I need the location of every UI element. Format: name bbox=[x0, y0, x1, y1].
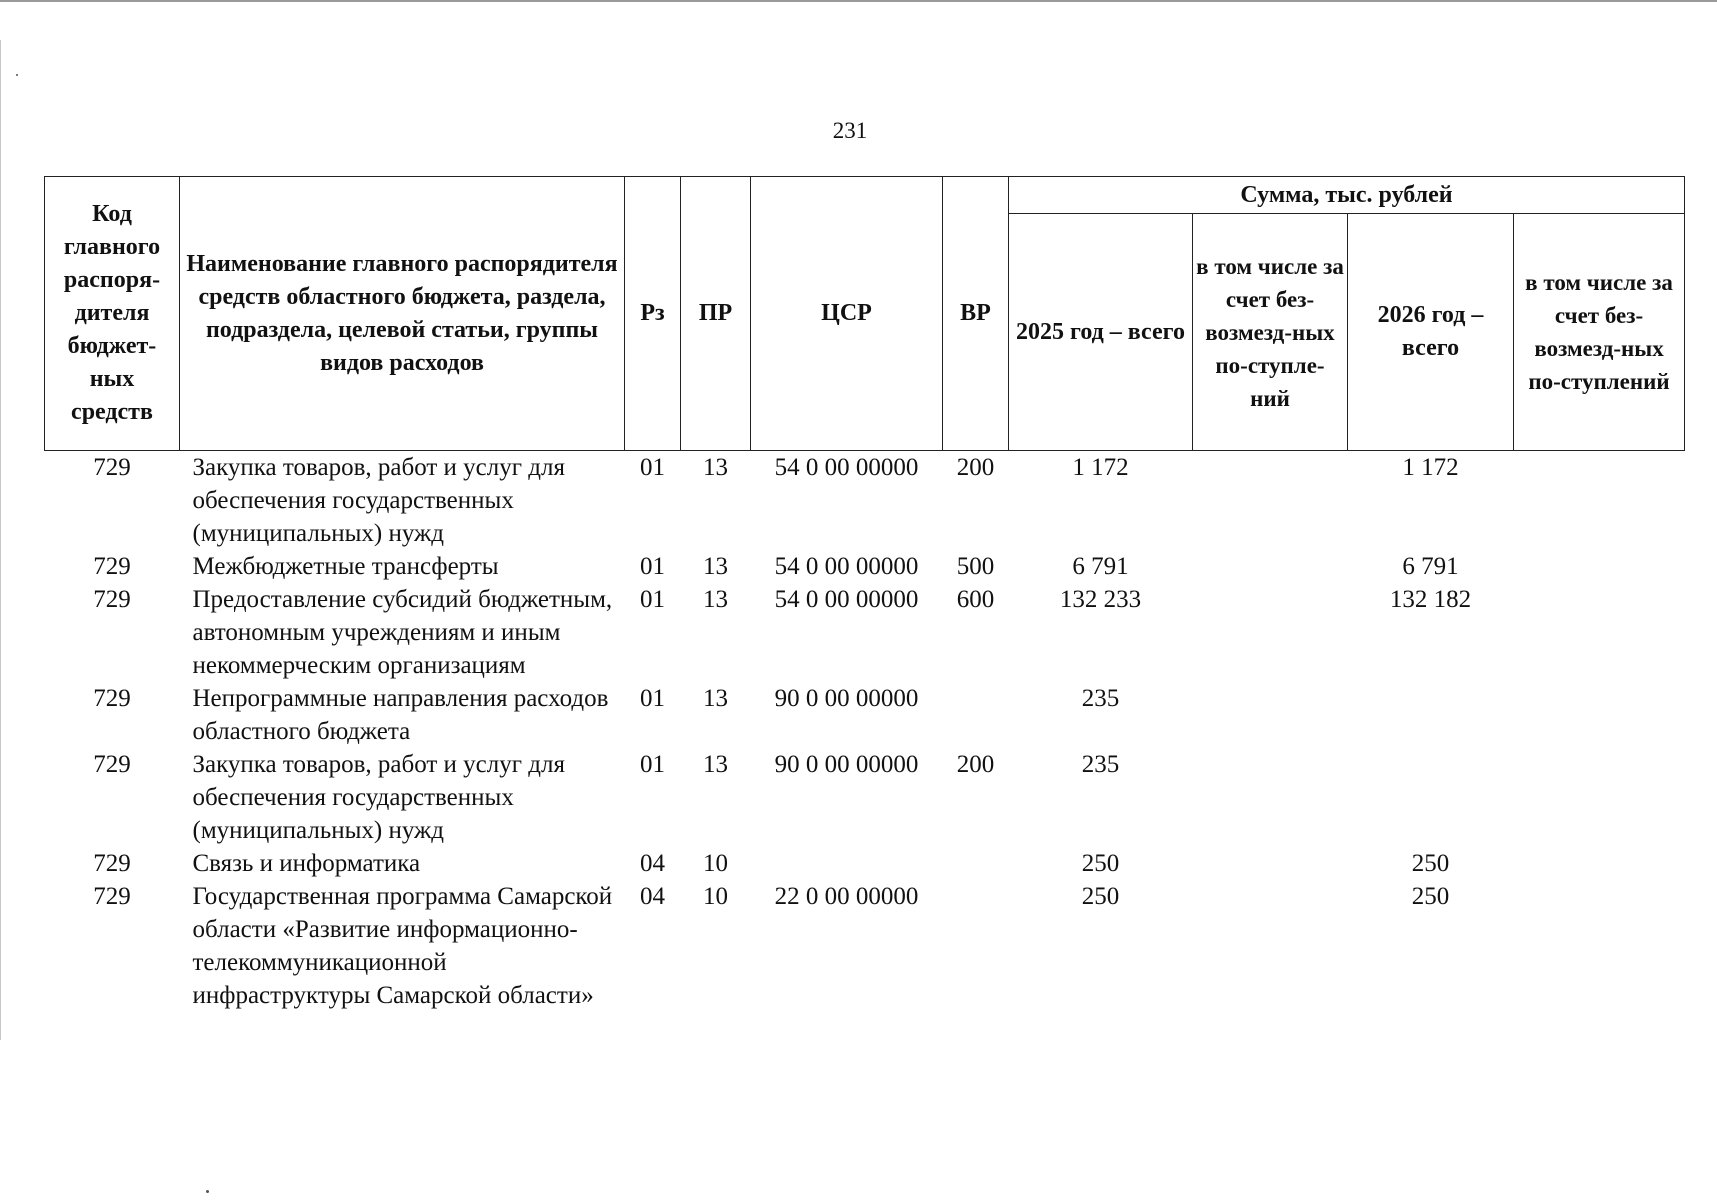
cell-csr: 90 0 00 00000 bbox=[774, 751, 919, 778]
cell-total-2025: 235 bbox=[1081, 751, 1120, 778]
header-pr: ПР bbox=[681, 177, 751, 451]
cell-code: 729 bbox=[93, 850, 131, 877]
scan-edge-top bbox=[0, 0, 1717, 2]
cell-name: Непрограммные направления расходов областного бюджета bbox=[192, 685, 609, 745]
page-number: 231 bbox=[832, 118, 868, 143]
cell-vr: 200 bbox=[956, 454, 995, 481]
cell-rz: 01 bbox=[640, 685, 665, 712]
header-code: Код главного распоря-дителя бюджет-ных средств bbox=[45, 177, 180, 451]
table-body bbox=[45, 451, 1685, 1013]
cell-vr: 600 bbox=[956, 586, 995, 613]
cell-rz: 01 bbox=[640, 751, 665, 778]
cell-code: 729 bbox=[93, 883, 131, 910]
cell-rz: 01 bbox=[640, 454, 665, 481]
cell-code: 729 bbox=[93, 553, 131, 580]
cell-total-2025: 235 bbox=[1081, 685, 1120, 712]
cell-csr: 22 0 00 00000 bbox=[774, 883, 919, 910]
table-row bbox=[45, 451, 1685, 551]
cell-gratuitous-2025 bbox=[1193, 847, 1348, 880]
table-row bbox=[45, 880, 1685, 1012]
cell-name: Межбюджетные трансферты bbox=[192, 553, 499, 580]
cell-code: 729 bbox=[93, 751, 131, 778]
table-row bbox=[45, 682, 1685, 748]
cell-vr: 500 bbox=[956, 553, 995, 580]
cell-total-2025: 132 233 bbox=[1059, 586, 1142, 613]
table-row bbox=[45, 847, 1685, 880]
cell-name: Государственная программа Самарской области «Развитие информационно-телекоммуникационной инфраструктуры Самарской области» bbox=[192, 883, 613, 1009]
cell-total-2026: 132 182 bbox=[1389, 586, 1472, 613]
cell-csr: 90 0 00 00000 bbox=[774, 685, 919, 712]
cell-total-2026: 250 bbox=[1411, 883, 1450, 910]
cell-pr: 13 bbox=[703, 586, 728, 613]
cell-rz: 04 bbox=[640, 883, 665, 910]
header-name: Наименование главного распорядителя средств областного бюджета, раздела, подраздела, целевой статьи, группы видов расходов bbox=[180, 177, 625, 451]
cell-csr: 54 0 00 00000 bbox=[774, 553, 919, 580]
cell-csr: 54 0 00 00000 bbox=[774, 454, 919, 481]
cell-total-2026 bbox=[1348, 748, 1514, 847]
cell-total-2026: 250 bbox=[1411, 850, 1450, 877]
header-vr: ВР bbox=[943, 177, 1009, 451]
table-row bbox=[45, 550, 1685, 583]
cell-name: Предоставление субсидий бюджетным, автономным учреждениям и иным некоммерческим организациям bbox=[192, 586, 613, 679]
cell-gratuitous-2025 bbox=[1193, 880, 1348, 1012]
cell-csr: 54 0 00 00000 bbox=[774, 586, 919, 613]
cell-gratuitous-2026 bbox=[1514, 451, 1685, 551]
cell-rz: 01 bbox=[640, 586, 665, 613]
cell-vr bbox=[943, 880, 1009, 1012]
cell-gratuitous-2025 bbox=[1193, 550, 1348, 583]
cell-rz: 04 bbox=[640, 850, 665, 877]
header-total-2026: 2026 год – всего bbox=[1348, 214, 1514, 451]
header-sum-group: Сумма, тыс. рублей bbox=[1009, 177, 1685, 214]
header-rz: Рз bbox=[625, 177, 681, 451]
cell-vr: 200 bbox=[956, 751, 995, 778]
cell-gratuitous-2025 bbox=[1193, 583, 1348, 682]
table-row bbox=[45, 583, 1685, 682]
cell-pr: 13 bbox=[703, 685, 728, 712]
cell-name: Закупка товаров, работ и услуг для обеспечения государственных (муниципальных) нужд bbox=[192, 751, 565, 844]
cell-csr bbox=[751, 847, 943, 880]
header-csr: ЦСР bbox=[751, 177, 943, 451]
cell-rz: 01 bbox=[640, 553, 665, 580]
table-header bbox=[45, 177, 1685, 451]
cell-pr: 10 bbox=[703, 883, 728, 910]
cell-gratuitous-2026 bbox=[1514, 880, 1685, 1012]
cell-gratuitous-2025 bbox=[1193, 682, 1348, 748]
cell-pr: 10 bbox=[703, 850, 728, 877]
cell-code: 729 bbox=[93, 586, 131, 613]
header-total-2025: 2025 год – всего bbox=[1009, 214, 1193, 451]
cell-name: Закупка товаров, работ и услуг для обеспечения государственных (муниципальных) нужд bbox=[192, 454, 565, 547]
scan-speck bbox=[206, 1190, 209, 1193]
cell-pr: 13 bbox=[703, 454, 728, 481]
cell-gratuitous-2025 bbox=[1193, 748, 1348, 847]
cell-gratuitous-2026 bbox=[1514, 583, 1685, 682]
cell-total-2025: 250 bbox=[1081, 883, 1120, 910]
cell-total-2026: 6 791 bbox=[1402, 553, 1459, 580]
cell-total-2026 bbox=[1348, 682, 1514, 748]
cell-total-2025: 250 bbox=[1081, 850, 1120, 877]
cell-pr: 13 bbox=[703, 751, 728, 778]
cell-code: 729 bbox=[93, 454, 131, 481]
cell-gratuitous-2026 bbox=[1514, 682, 1685, 748]
cell-total-2025: 1 172 bbox=[1072, 454, 1129, 481]
cell-vr bbox=[943, 847, 1009, 880]
scan-speck bbox=[16, 74, 18, 76]
scan-edge-left bbox=[0, 40, 1, 1040]
cell-total-2026: 1 172 bbox=[1402, 454, 1459, 481]
cell-gratuitous-2025 bbox=[1193, 451, 1348, 551]
header-gratuitous-2026: в том числе за счет без-возмезд-ных по-ступлений bbox=[1514, 214, 1685, 451]
cell-vr bbox=[943, 682, 1009, 748]
cell-code: 729 bbox=[93, 685, 131, 712]
cell-pr: 13 bbox=[703, 553, 728, 580]
table-row bbox=[45, 748, 1685, 847]
cell-gratuitous-2026 bbox=[1514, 550, 1685, 583]
header-gratuitous-2025: в том числе за счет без-возмезд-ных по-ступле-ний bbox=[1193, 214, 1348, 451]
budget-table bbox=[44, 176, 1685, 1012]
cell-total-2025: 6 791 bbox=[1072, 553, 1129, 580]
cell-name: Связь и информатика bbox=[192, 850, 421, 877]
cell-gratuitous-2026 bbox=[1514, 748, 1685, 847]
cell-gratuitous-2026 bbox=[1514, 847, 1685, 880]
